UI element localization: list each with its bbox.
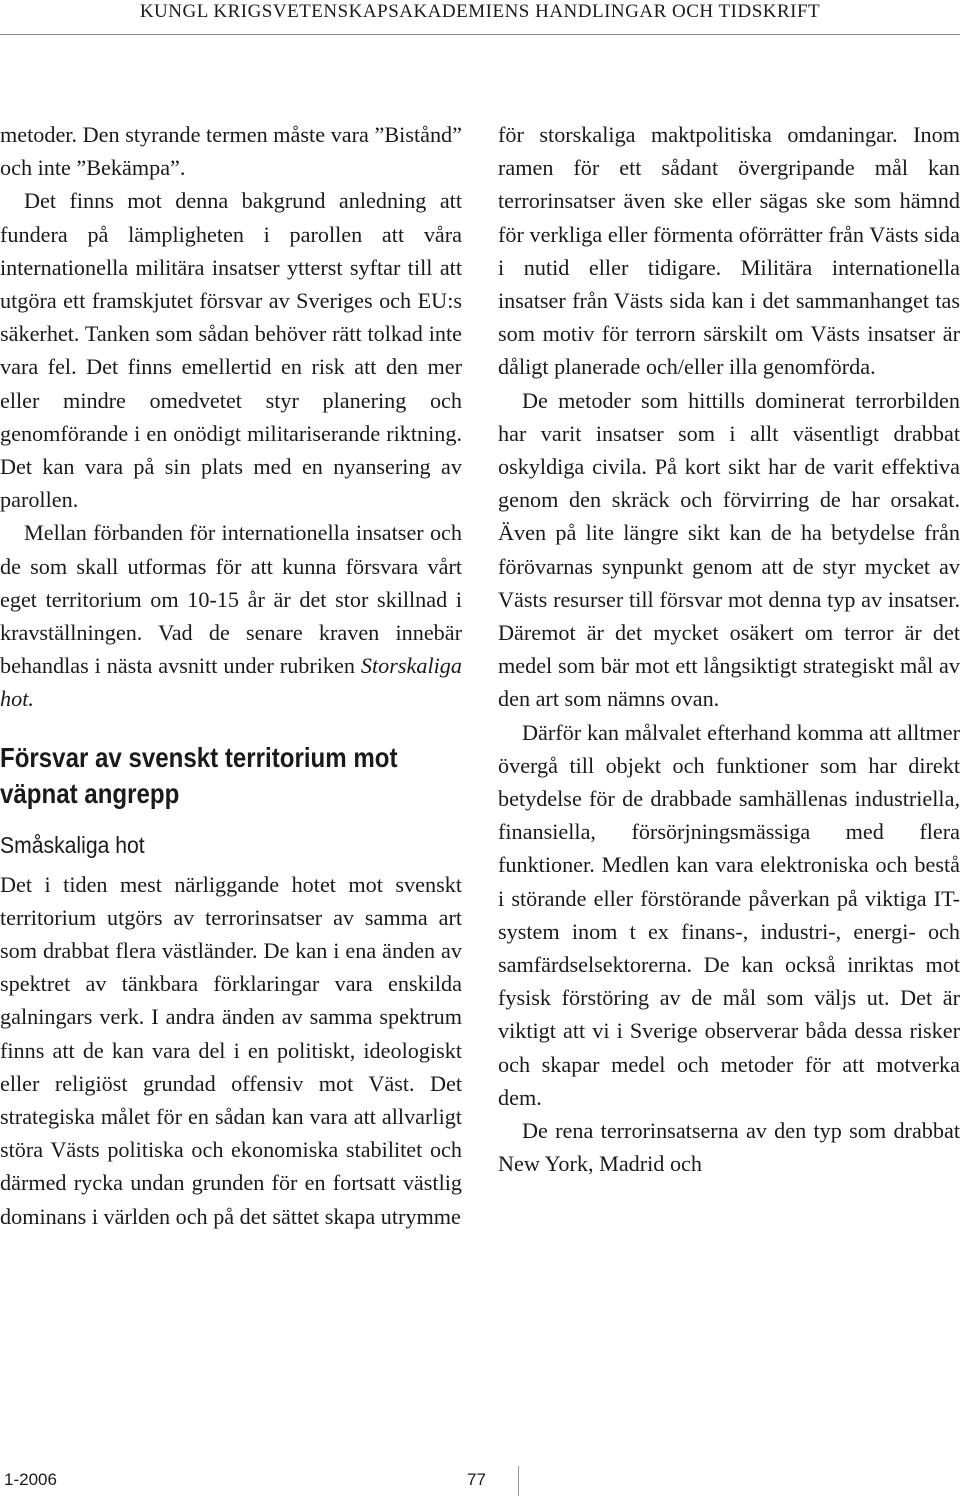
- paragraph: De metoder som hittills dominerat terrorbilden har varit insatser som i allt väsentligt drabbat oskyldiga civila. På kort sikt har de varit effektiva genom den skräck och förvirring de har orsakat. Även på lite längre sikt kan de ha betydelse från förövarnas synpunkt genom att de styr mycket av Västs resurser till försvar mot denna typ av insatser. Däremot är det mycket osäkert om terror är det medel som bär mot ett långsiktigt strategiskt mål av den art som nämns ovan.: [498, 387, 960, 712]
- footer-divider: [518, 1466, 519, 1496]
- paragraph: Det finns mot denna bakgrund anledning att fundera på lämpligheten i parollen att våra internationella militära insatser ytterst syftar till att utgöra ett framskjutet försvar av Sveriges och EU:s säkerhet. Tanken som sådan behöver rätt tolkad inte vara fel. Det finns emellertid en risk att den mer eller mindre omedvetet styr planering och genomförande i en onödigt militariserande riktning. Det kan vara på sin plats med en nyansering av parollen.: [0, 188, 462, 513]
- paragraph: Därför kan målvalet efterhand komma att alltmer övergå till objekt och funktioner som har direkt betydelse för de drabbade samhällenas industriella, finansiella, försörjningsmässiga med flera funktioner. Medlen kan vara elektroniska och bestå i störande eller förstörande påverkan på viktiga IT-system inom t ex finans-, industri-, energi- och samfärdselsektorerna. De kan också inriktas mot fysisk förstöring av de mål som väljs ut. Det är viktigt att vi i Sverige observerar båda dessa risker och skapar medel och metoder för att motverka dem.: [498, 719, 960, 1110]
- paragraph: metoder. Den styrande termen måste vara ”Bistånd” och inte ”Bekämpa”.: [0, 122, 462, 181]
- left-column: [0, 118, 462, 1233]
- paragraph: Det i tiden mest närliggande hotet mot svenskt territorium utgörs av terrorinsatser av samma art som drabbat flera västländer. De kan i ena änden av spektret av tänkbara förklaringar vara enskilda galningars verk. I andra änden av samma spektrum finns att de kan vara del i en politiskt, ideologiskt eller religiöst grundad offensiv mot Väst. Det strategiska målet för en sådan kan vara att allvarligt störa Västs politiska och ekonomiska stabilitet och därmed rycka undan grunden för en fortsatt västlig dominans i världen och på det sättet skapa utrymme: [0, 871, 462, 1229]
- paragraph: [0, 516, 462, 715]
- paragraph: De rena terrorinsatserna av den typ som drabbat New York, Madrid och: [498, 1118, 960, 1177]
- page-number: 77: [467, 1470, 486, 1489]
- section-heading: Försvar av svenskt territorium mot väpnat angrepp: [0, 741, 398, 809]
- italic-reference: Storskaliga hot.: [0, 653, 462, 712]
- issue-number: 1-2006: [4, 1470, 57, 1489]
- paragraph-text: Mellan förbanden för internationella insatser och de som skall utformas för att kunna försvara vårt eget territorium om 10-15 år är det stor skillnad i kravställningen. Vad de senare kraven innebär behandlas i nästa avsnitt under rubriken: [0, 520, 462, 679]
- paragraph: för storskaliga maktpolitiska omdaningar. Inom ramen för ett sådant övergripande mål kan terrorinsatser även ske eller sägas ske som hämnd för verkliga eller förmenta oförrätter från Västs sida i nutid eller tidigare. Militära internationella insatser från Västs sida kan i det sammanhanget tas som motiv för terrorn särskilt om Västs insatser är dåligt planerade och/eller illa genomförda.: [498, 122, 960, 380]
- right-column: [498, 118, 960, 1181]
- header-divider: [0, 34, 960, 35]
- journal-header: KUNGL KRIGSVETENSKAPSAKADEMIENS HANDLINGAR OCH TIDSKRIFT: [139, 1, 821, 22]
- sub-heading: Småskaliga hot: [0, 831, 145, 858]
